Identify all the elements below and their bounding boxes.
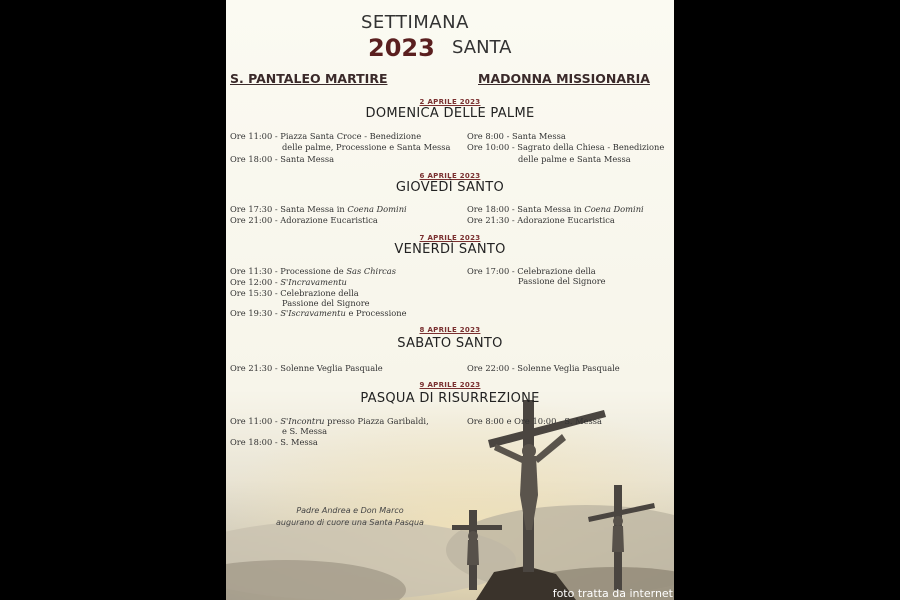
schedule-line: Ore 11:30 - Processione de Sas Chircas — [230, 266, 397, 276]
easter-poster — [226, 0, 674, 600]
schedule-line: delle palme, Processione e Santa Messa — [282, 142, 451, 152]
schedule-line: Ore 15:30 - Celebrazione della — [230, 288, 359, 298]
schedule-line: Ore 21:30 - Adorazione Eucaristica — [467, 215, 615, 225]
schedule-line: Passione del Signore — [518, 276, 606, 286]
day-name: DOMENICA DELLE PALME — [365, 106, 535, 121]
schedule-line: Ore 17:30 - Santa Messa in Coena Domini — [230, 204, 407, 214]
day-name: GIOVEDÌ SANTO — [395, 180, 505, 195]
day-date: 2 APRILE 2023 — [419, 98, 481, 106]
schedule-line: Ore 10:00 - Sagrato della Chiesa - Benedizione — [467, 142, 665, 152]
day-name: PASQUA DI RISURREZIONE — [360, 391, 540, 406]
greeting-line: augurano di cuore una Santa Pasqua — [276, 518, 424, 527]
schedule-line: e S. Messa — [282, 426, 328, 436]
day-date: 6 APRILE 2023 — [419, 172, 481, 180]
parish-madonna-missionaria-heading: MADONNA MISSIONARIA — [478, 71, 650, 86]
poster-title-settimana: SETTIMANA — [361, 12, 469, 33]
schedule-line: Ore 21:30 - Solenne Veglia Pasquale — [230, 363, 383, 373]
photo-credit-caption: foto tratta da internet — [552, 587, 673, 600]
schedule-line: Ore 8:00 e Ore 10:00 - S. Messa — [467, 416, 602, 426]
poster-title-santa: SANTA — [452, 37, 512, 58]
day-date: 8 APRILE 2023 — [419, 326, 481, 334]
schedule-line: Ore 18:00 - S. Messa — [230, 437, 318, 447]
day-date: 7 APRILE 2023 — [419, 234, 481, 242]
greeting-line: Padre Andrea e Don Marco — [296, 506, 404, 515]
day-name: VENERDÌ SANTO — [394, 242, 506, 257]
schedule-line: Ore 17:00 - Celebrazione della — [467, 266, 596, 276]
schedule-line: Ore 18:00 - Santa Messa in Coena Domini — [467, 204, 644, 214]
schedule-line: Ore 19:30 - S'Iscravamentu e Processione — [230, 308, 407, 318]
schedule-line: Ore 8:00 - Santa Messa — [467, 131, 566, 141]
schedule-line: Ore 22:00 - Solenne Veglia Pasquale — [467, 363, 620, 373]
schedule-line: Ore 18:00 - Santa Messa — [230, 154, 335, 164]
poster-title-year: 2023 — [368, 34, 435, 62]
schedule-line: Ore 11:00 - Piazza Santa Croce - Benedizione — [230, 131, 422, 141]
schedule-line: Ore 12:00 - S'Incravamentu — [230, 277, 347, 287]
parish-san-pantaleo-heading: S. PANTALEO MARTIRE — [230, 71, 388, 86]
schedule-line: Passione del Signore — [282, 298, 370, 308]
schedule-line: Ore 21:00 - Adorazione Eucaristica — [230, 215, 378, 225]
schedule-line: Ore 11:00 - S'Incontru presso Piazza Garibaldi, — [230, 416, 429, 426]
schedule-line: delle palme e Santa Messa — [518, 154, 631, 164]
day-date: 9 APRILE 2023 — [419, 381, 481, 389]
day-name: SABATO SANTO — [397, 336, 503, 351]
